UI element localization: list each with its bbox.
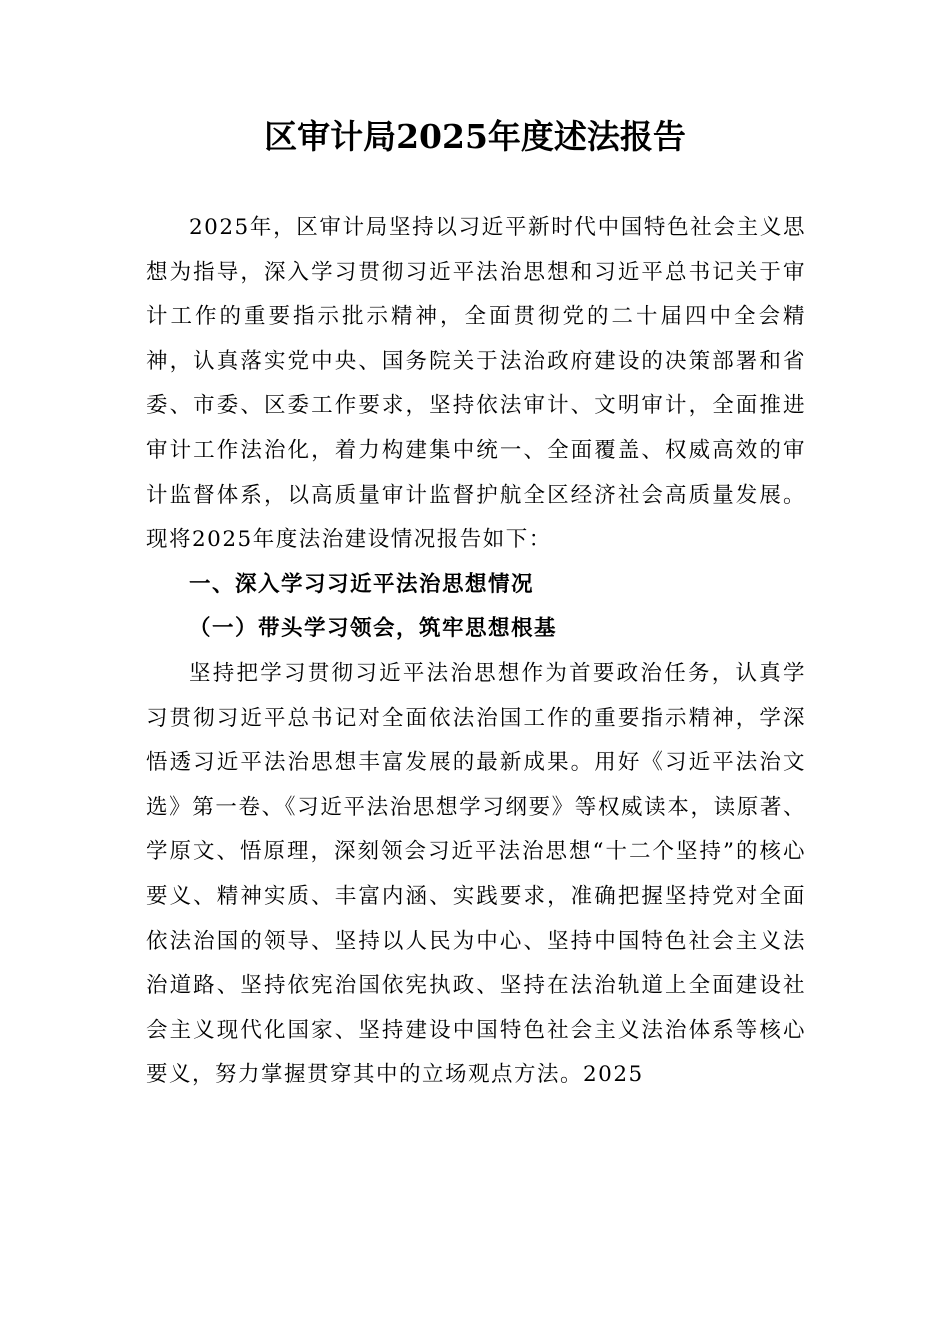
document-title: 区审计局2025年度述法报告 bbox=[264, 117, 686, 156]
body-paragraph: 坚持把学习贯彻习近平法治思想作为首要政治任务，认真学习贯彻习近平总书记对全面依法治国工作的重要指示精神，学深悟透习近平法治思想丰富发展的最新成果。用好《习近平法治文选》第一卷、《习近平法治思想学习纲要》等权威读本，读原著、学原文、悟原理，深刻领会习近平法治思想“十二个坚持”的核心要义、精神实质、丰富内涵、实践要求，准确把握坚持党对全面依法治国的领导、坚持以人民为中心、坚持中国特色社会主义法治道路、坚持依宪治国依宪执政、坚持在法治轨道上全面建设社会主义现代化国家、坚持建设中国特色社会主义法治体系等核心要义，努力掌握贯穿其中的立场观点方法。2025 bbox=[146, 660, 806, 1088]
subsection-heading-1: （一）带头学习领会，筑牢思想根基 bbox=[189, 616, 558, 642]
document-body bbox=[146, 206, 806, 1098]
section-heading-1: 一、深入学习习近平法治思想情况 bbox=[189, 571, 535, 597]
intro-paragraph: 2025年，区审计局坚持以习近平新时代中国特色社会主义思想为指导，深入学习贯彻习近平法治思想和习近平总书记关于审计工作的重要指示批示精神，全面贯彻党的二十届四中全会精神，认真落实党中央、国务院关于法治政府建设的决策部署和省委、市委、区委工作要求，坚持依法审计、文明审计，全面推进审计工作法治化，着力构建集中统一、全面覆盖、权威高效的审计监督体系，以高质量审计监督护航全区经济社会高质量发展。现将2025年度法治建设情况报告如下： bbox=[146, 215, 806, 553]
